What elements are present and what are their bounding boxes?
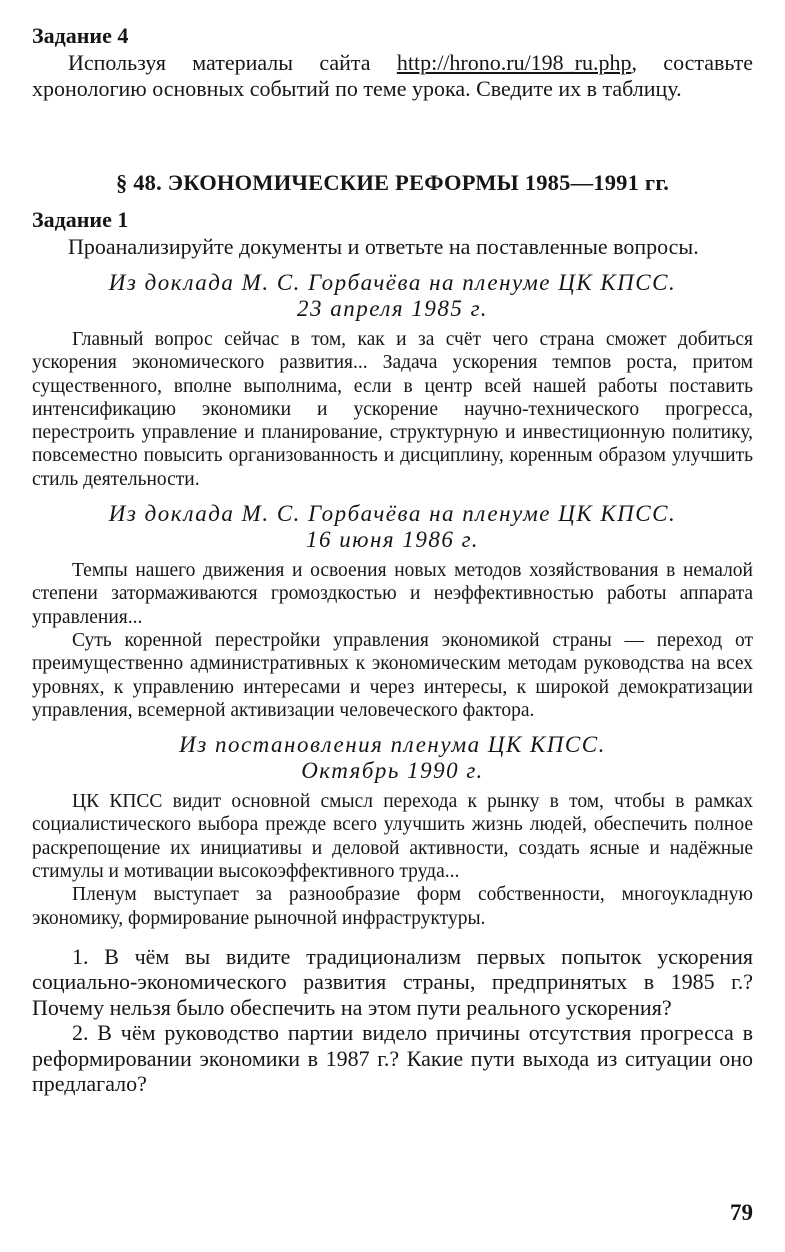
document-2-paragraph-1: Темпы нашего движения и освоения новых методов хозяйствования в немалой степени затормаживаются громоздкостью и неэффективностью работы аппарата управления...: [32, 560, 753, 628]
task-1-block: [32, 206, 753, 260]
document-1-title: [32, 270, 753, 322]
document-3: [32, 732, 753, 930]
document-3-title-line1: Из постановления пленума ЦК КПСС.: [179, 732, 606, 758]
document-1-title-line2: 23 апреля 1985 г.: [296, 296, 489, 321]
document-2-title-line2: 16 июня 1986 г.: [306, 527, 479, 553]
task-1-instruction: Проанализируйте документы и ответьте на поставленные вопросы.: [68, 234, 699, 259]
task-4-block: [32, 22, 753, 102]
question-item: 1. В чём вы видите традиционализм первых попыток ускорения социально-экономического развития страны, предпринятых в 1985 г.? Почему нельзя было обеспечить на этом пути реального ускорения?: [32, 943, 753, 1020]
document-1-paragraph: Главный вопрос сейчас в том, как и за счёт чего страна сможет добиться ускорения экономического развития... Задача ускорения темпов роста, притом существенного, вполне выполнима, если в центр всей нашей работы поставить интенсификацию экономики и ускорение научно-технического прогресса, перестроить управление и планирование, структурную и инвестиционную политику, повсеместно повысить организованность и дисциплину, коренным образом улучшить стиль деятельности.: [32, 329, 753, 490]
section-title: § 48. ЭКОНОМИЧЕСКИЕ РЕФОРМЫ 1985—1991 гг.: [115, 170, 670, 195]
task-4-text: [32, 50, 753, 102]
hrono-link[interactable]: http://hrono.ru/198_ru.php: [396, 50, 632, 75]
document-3-paragraph-1: ЦК КПСС видит основной смысл перехода к рынку в том, чтобы в рамках социалистического выбора прежде всего улучшить жизнь людей, обеспечить полное раскрепощение их инициативы и деловой активности, создать ясные и надёжные стимулы и мотивации высокоэффективного труда...: [32, 791, 753, 883]
document-1-title-line1: Из доклада М. С. Горбачёва на пленуме ЦК КПСС.: [108, 270, 677, 295]
question-item: 2. В чём руководство партии видело причины отсутствия прогресса в реформировании экономики в 1987 г.? Какие пути выхода из ситуации оно предлагало?: [32, 1020, 753, 1097]
document-3-title-line2: Октябрь 1990 г.: [301, 758, 484, 784]
task-4-text-after: , составьте хронологию основных событий по теме урока. Сведите их в таблицу.: [32, 50, 753, 101]
textbook-page: [32, 22, 753, 1097]
document-3-title: [32, 732, 753, 784]
document-2-title: [32, 501, 753, 553]
page-number: 79: [730, 1200, 753, 1225]
task-4-text-before: Используя материалы сайта: [68, 50, 397, 75]
document-2: [32, 501, 753, 722]
document-1: [32, 270, 753, 491]
questions-list: [32, 944, 753, 1097]
document-2-paragraph-2: Суть коренной перестройки управления экономикой страны — переход от преимущественно административных к экономическим методам руководства на всех уровнях, к управлению интересами и через интересы, к широкой демократизации управления, всемерной активизации человеческого фактора.: [32, 629, 753, 721]
document-3-paragraph-2: Пленум выступает за разнообразие форм собственности, многоукладную экономику, формирование рыночной инфраструктуры.: [32, 884, 753, 929]
task-4-heading: Задание 4: [32, 23, 129, 48]
document-2-title-line1: Из доклада М. С. Горбачёва на пленуме ЦК КПСС.: [108, 501, 677, 527]
task-1-heading: Задание 1: [32, 207, 129, 232]
